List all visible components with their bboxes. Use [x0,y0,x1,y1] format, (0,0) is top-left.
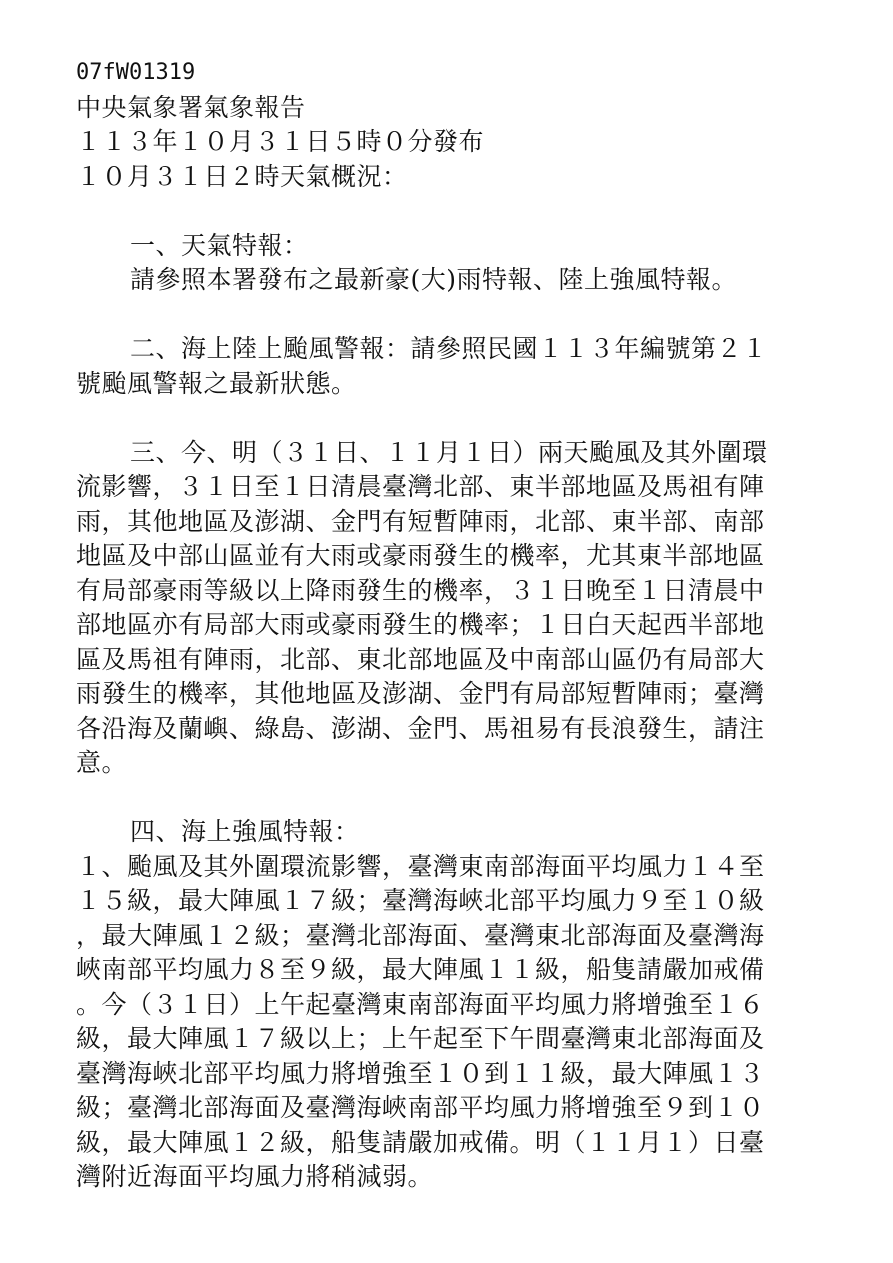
spacer [76,298,806,333]
paragraph-line: 級，最大陣風１７級以上；上午起至下午間臺灣東北部海面及 [76,1024,765,1053]
paragraph-line: 雨發生的機率，其他地區及澎湖、金門有局部短暫陣雨；臺灣 [76,679,765,708]
paragraph-line: 臺灣海峽北部平均風力將增強至１０到１１級，最大陣風１３ [76,1058,765,1088]
spacer [76,194,806,229]
paragraph-line: 請參照本署發布之最新豪(大)雨特報、陸上強風特報。 [130,265,738,294]
weather-report-document [76,56,806,1195]
paragraph-line: 號颱風警報之最新狀態。 [76,368,357,398]
paragraph-line: ，最大陣風１２級；臺灣北部海面、臺灣東北部海面及臺灣海 [76,920,765,950]
paragraph-line: 二、海上陸上颱風警報：請參照民國１１３年編號第２１ [130,334,768,363]
paragraph-line: 三、今、明（３１日、１１月１日）兩天颱風及其外圍環 [130,437,768,467]
paragraph-line: 級，最大陣風１２級，船隻請嚴加戒備。明（１１月１）日臺 [76,1127,765,1157]
issue-time: １１３年１０月３１日５時０分發布 [76,127,485,156]
paragraph-line: 意。 [76,748,128,777]
section-title: 四、海上強風特報： [130,817,360,846]
paragraph-line: 部地區亦有局部大雨或豪雨發生的機率；１日白天起西半部地 [76,610,765,639]
section-title: 一、天氣特報： [130,230,309,260]
paragraph-line: １、颱風及其外圍環流影響，臺灣東南部海面平均風力１４至 [76,851,765,881]
paragraph-line: １５級，最大陣風１７級；臺灣海峽北部平均風力９至１０級 [76,886,765,915]
paragraph-line: 。今（３１日）上午起臺灣東南部海面平均風力將增強至１６ [76,989,765,1019]
paragraph-line: 灣附近海面平均風力將稍減弱。 [76,1162,434,1191]
paragraph-line: 流影響，３１日至１日清晨臺灣北部、東半部地區及馬祖有陣 [76,472,765,501]
paragraph-line: 各沿海及蘭嶼、綠島、澎湖、金門、馬祖易有長浪發生，請注 [76,713,765,743]
paragraph-line: 雨，其他地區及澎湖、金門有短暫陣雨，北部、東半部、南部 [76,506,765,536]
section-weather-warning [76,229,806,298]
document-id: 07fW01319 [76,60,196,85]
paragraph-line: 級；臺灣北部海面及臺灣海峽南部平均風力將增強至９到１０ [76,1093,765,1122]
paragraph-line: 區及馬祖有陣雨，北部、東北部地區及中南部山區仍有局部大 [76,644,765,674]
overview-time: １０月３１日２時天氣概況： [76,161,408,191]
agency-title: 中央氣象署氣象報告 [76,92,306,122]
paragraph-line: 峽南部平均風力８至９級，最大陣風１１級，船隻請嚴加戒備 [76,955,765,984]
spacer [76,401,806,436]
paragraph-line: 有局部豪雨等級以上降雨發生的機率，３１日晚至１日清晨中 [76,575,765,605]
spacer [76,781,806,816]
paragraph-line: 地區及中部山區並有大雨或豪雨發生的機率，尤其東半部地區 [76,541,765,570]
section-forecast [76,436,806,781]
section-marine-wind-warning [76,815,806,1195]
section-typhoon-warning [76,332,806,401]
